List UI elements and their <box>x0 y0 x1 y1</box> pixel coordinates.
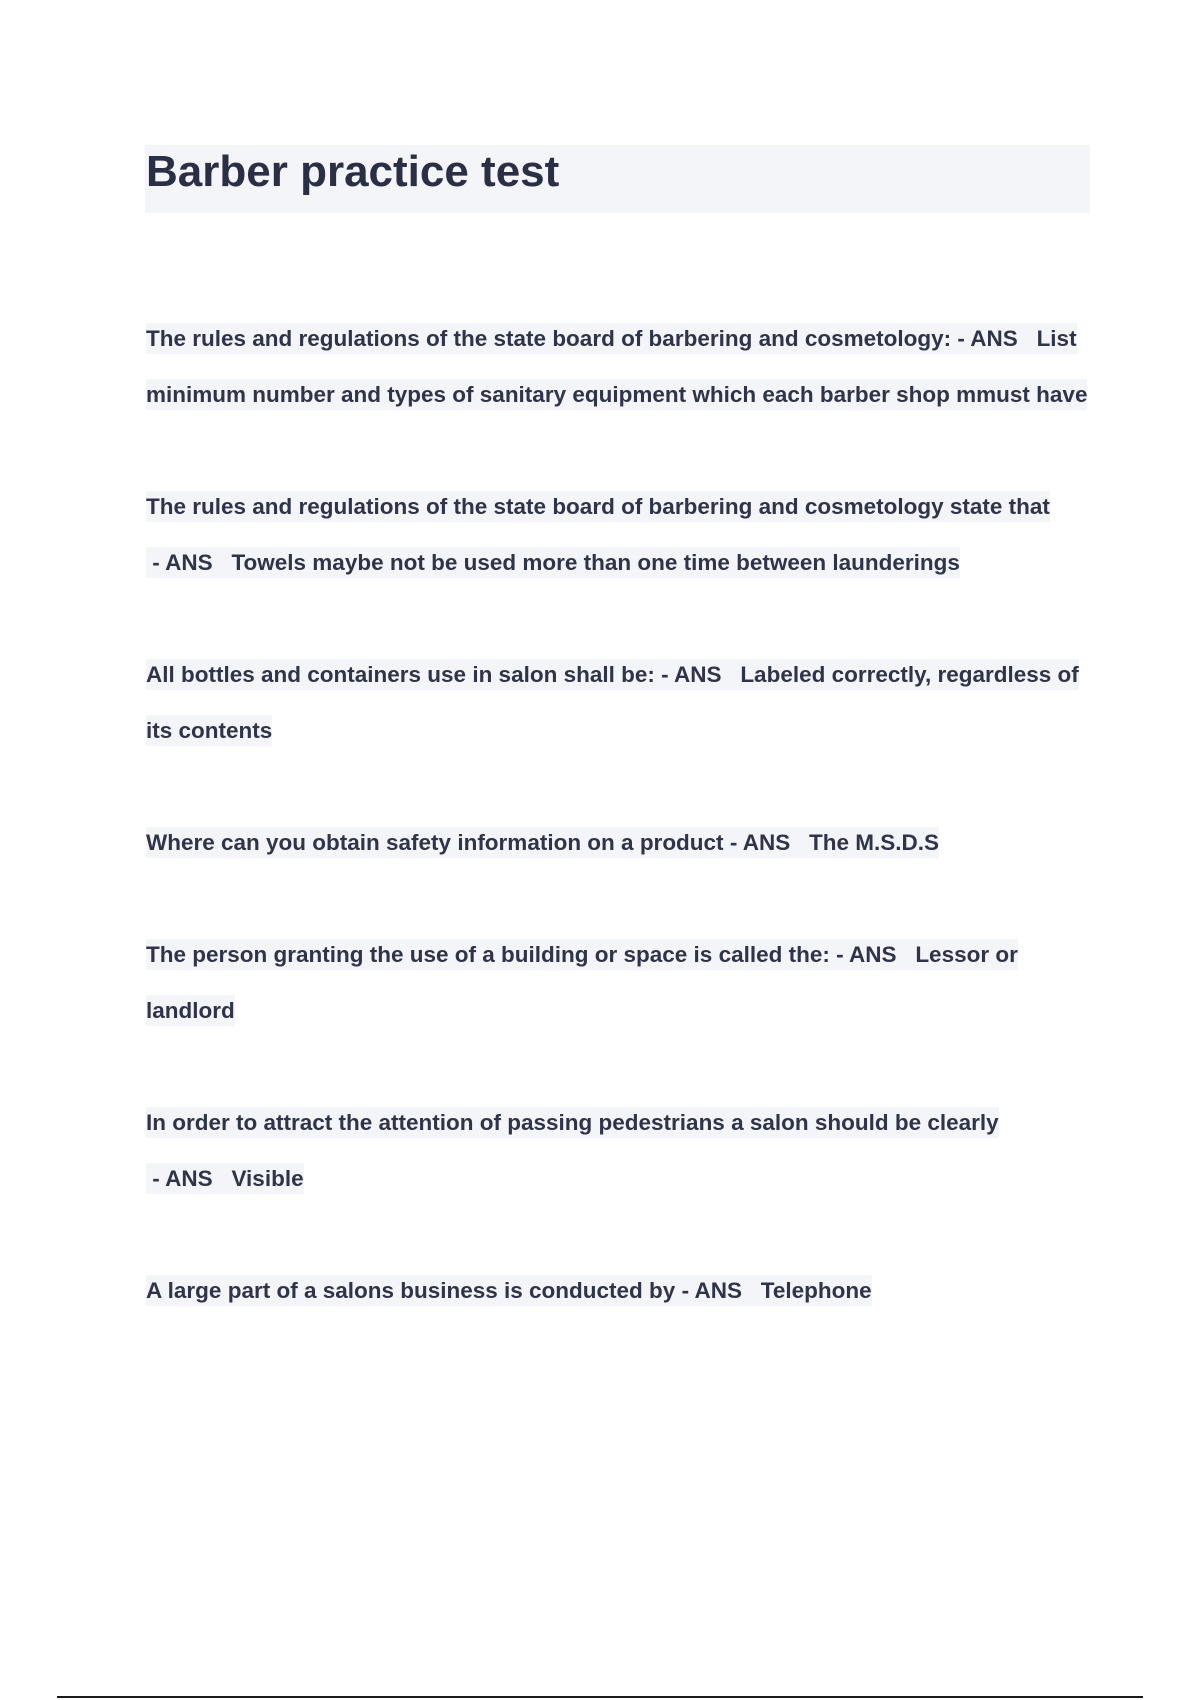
answer-text: Visible <box>231 1166 304 1191</box>
answer-marker: ANS <box>694 1278 742 1303</box>
separator: - <box>675 1278 695 1303</box>
answer-marker: ANS <box>165 550 213 575</box>
separator: - <box>829 942 850 967</box>
qa-item <box>146 927 1096 1039</box>
separator: - <box>654 662 675 687</box>
qa-item <box>146 311 1096 423</box>
qa-item <box>146 479 1096 591</box>
answer-text: The M.S.D.S <box>809 830 940 855</box>
qa-item <box>146 1263 1096 1319</box>
answer-marker: ANS <box>674 662 722 687</box>
footer-rule <box>57 1696 1143 1698</box>
separator: - <box>723 830 743 855</box>
question-text: The rules and regulations of the state board of barbering and cosmetology: <box>146 326 952 351</box>
answer-marker: ANS <box>742 830 791 855</box>
qa-list <box>146 311 1096 1375</box>
answer-text: List minimum number and types of sanitary equipment which each barber shop mmust have <box>146 326 1088 407</box>
separator: - <box>146 550 166 575</box>
qa-item <box>146 815 1096 871</box>
separator: - <box>951 326 971 351</box>
answer-text: Lessor or landlord <box>146 942 1018 1023</box>
question-text: All bottles and containers use in salon shall be: <box>146 662 655 687</box>
question-text: In order to attract the attention of passing pedestrians a salon should be clearly <box>146 1110 999 1135</box>
answer-marker: ANS <box>849 942 897 967</box>
page-title: Barber practice test <box>146 147 560 196</box>
qa-item <box>146 647 1096 759</box>
answer-marker: ANS <box>970 326 1018 351</box>
separator: - <box>146 1166 166 1191</box>
answer-text: Telephone <box>760 1278 872 1303</box>
answer-text: Towels maybe not be used more than one time between launderings <box>231 550 960 575</box>
question-text: The rules and regulations of the state board of barbering and cosmetology state that <box>146 494 1050 519</box>
question-text: The person granting the use of a building or space is called the: <box>146 942 830 967</box>
question-text: A large part of a salons business is conducted by <box>146 1278 676 1303</box>
qa-item <box>146 1095 1096 1207</box>
question-text: Where can you obtain safety information on a product <box>146 830 724 855</box>
answer-marker: ANS <box>165 1166 213 1191</box>
answer-text: Labeled correctly, regardless of its contents <box>146 662 1079 743</box>
